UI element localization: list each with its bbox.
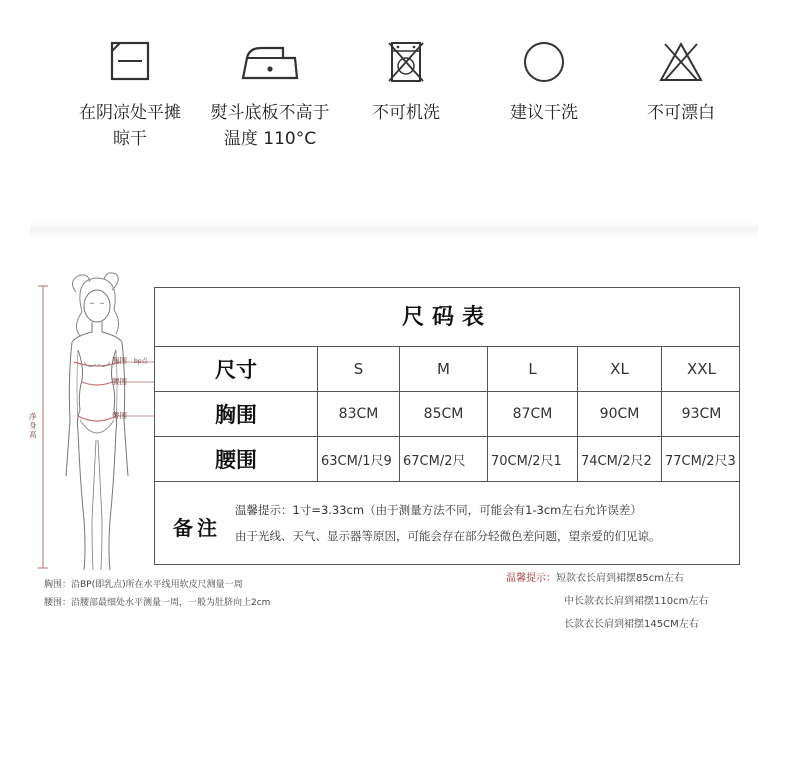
female-figure-illustration bbox=[30, 270, 158, 580]
no-machine-wash-icon bbox=[384, 40, 428, 84]
care-item-dry-clean bbox=[474, 40, 614, 126]
iron-low-heat-icon bbox=[239, 40, 301, 84]
short-length-text: 短款衣长肩到裙摆85cm左右 bbox=[556, 573, 684, 584]
chest-cell: 85CM bbox=[399, 392, 487, 436]
waist-measure-note: 腰围：沿腰部最细处水平测量一周，一般为肚脐向上2cm bbox=[44, 598, 271, 608]
size-header-cell: XL bbox=[577, 347, 661, 391]
care-label: 不可漂白 bbox=[647, 103, 715, 123]
care-label: 建议干洗 bbox=[510, 103, 578, 123]
notes-section bbox=[155, 482, 739, 564]
care-item-dry-flat bbox=[60, 40, 200, 152]
size-chart-table bbox=[154, 287, 740, 565]
care-label: 在阴凉处平摊 晾干 bbox=[79, 103, 181, 149]
chest-marker-label: 胸围 bbox=[112, 356, 127, 365]
dry-clean-icon bbox=[521, 40, 567, 84]
notes-line-color: 由于光线、天气、显示器等原因，可能会存在部分轻微色差问题，望亲爱的们见谅。 bbox=[235, 529, 661, 543]
waist-cell: 67CM/2尺 bbox=[399, 437, 487, 481]
dry-flat-shade-icon bbox=[106, 40, 154, 84]
length-note-long: 长款衣长肩到裙摆145CM左右 bbox=[564, 619, 699, 630]
notes-label: 备注 bbox=[173, 516, 221, 540]
chest-cell: 90CM bbox=[577, 392, 661, 436]
section-divider bbox=[30, 222, 758, 238]
size-header-row bbox=[155, 347, 739, 392]
size-header-cell: L bbox=[487, 347, 577, 391]
care-item-no-bleach bbox=[611, 40, 751, 126]
size-header-cell: S bbox=[317, 347, 399, 391]
size-header-label: 尺寸 bbox=[215, 358, 257, 382]
warm-tip-label: 温馨提示： bbox=[506, 573, 556, 584]
care-label: 熨斗底板不高于 温度 110°C bbox=[210, 103, 330, 149]
waist-cell: 63CM/1尺9 bbox=[317, 437, 399, 481]
length-note-short bbox=[506, 569, 684, 584]
length-note-medium: 中长款衣长肩到裙摆110cm左右 bbox=[564, 596, 709, 607]
size-header-cell: XXL bbox=[661, 347, 741, 391]
care-item-no-machine-wash bbox=[336, 40, 476, 126]
notes-line-tip: 温馨提示：1寸=3.33cm（由于测量方法不同，可能会有1-3cm左右允许误差） bbox=[235, 503, 642, 517]
size-chart-title: 尺码表 bbox=[155, 288, 739, 347]
chest-row bbox=[155, 392, 739, 437]
waist-marker-label: 腰围 bbox=[112, 377, 127, 386]
waist-cell: 77CM/2尺3 bbox=[661, 437, 741, 481]
chest-cell: 83CM bbox=[317, 392, 399, 436]
waist-cell: 70CM/2尺1 bbox=[487, 437, 577, 481]
chest-cell: 93CM bbox=[661, 392, 741, 436]
waist-row-label: 腰围 bbox=[215, 448, 257, 472]
waist-row bbox=[155, 437, 739, 482]
body-measurement-figure bbox=[30, 270, 158, 580]
care-label: 不可机洗 bbox=[372, 103, 440, 123]
waist-cell: 74CM/2尺2 bbox=[577, 437, 661, 481]
height-marker-label: 净身高 bbox=[29, 412, 37, 439]
bp-point-label: bp点 bbox=[134, 358, 148, 365]
hip-marker-label: 臀围 bbox=[112, 411, 127, 420]
chest-row-label: 胸围 bbox=[215, 403, 257, 427]
care-instructions bbox=[0, 0, 790, 200]
size-header-cell: M bbox=[399, 347, 487, 391]
care-item-iron bbox=[200, 40, 340, 152]
no-bleach-icon bbox=[656, 40, 706, 84]
chest-measure-note: 胸围：沿BP(即乳点)所在水平线用软皮尺测量一周 bbox=[44, 580, 243, 590]
chest-cell: 87CM bbox=[487, 392, 577, 436]
